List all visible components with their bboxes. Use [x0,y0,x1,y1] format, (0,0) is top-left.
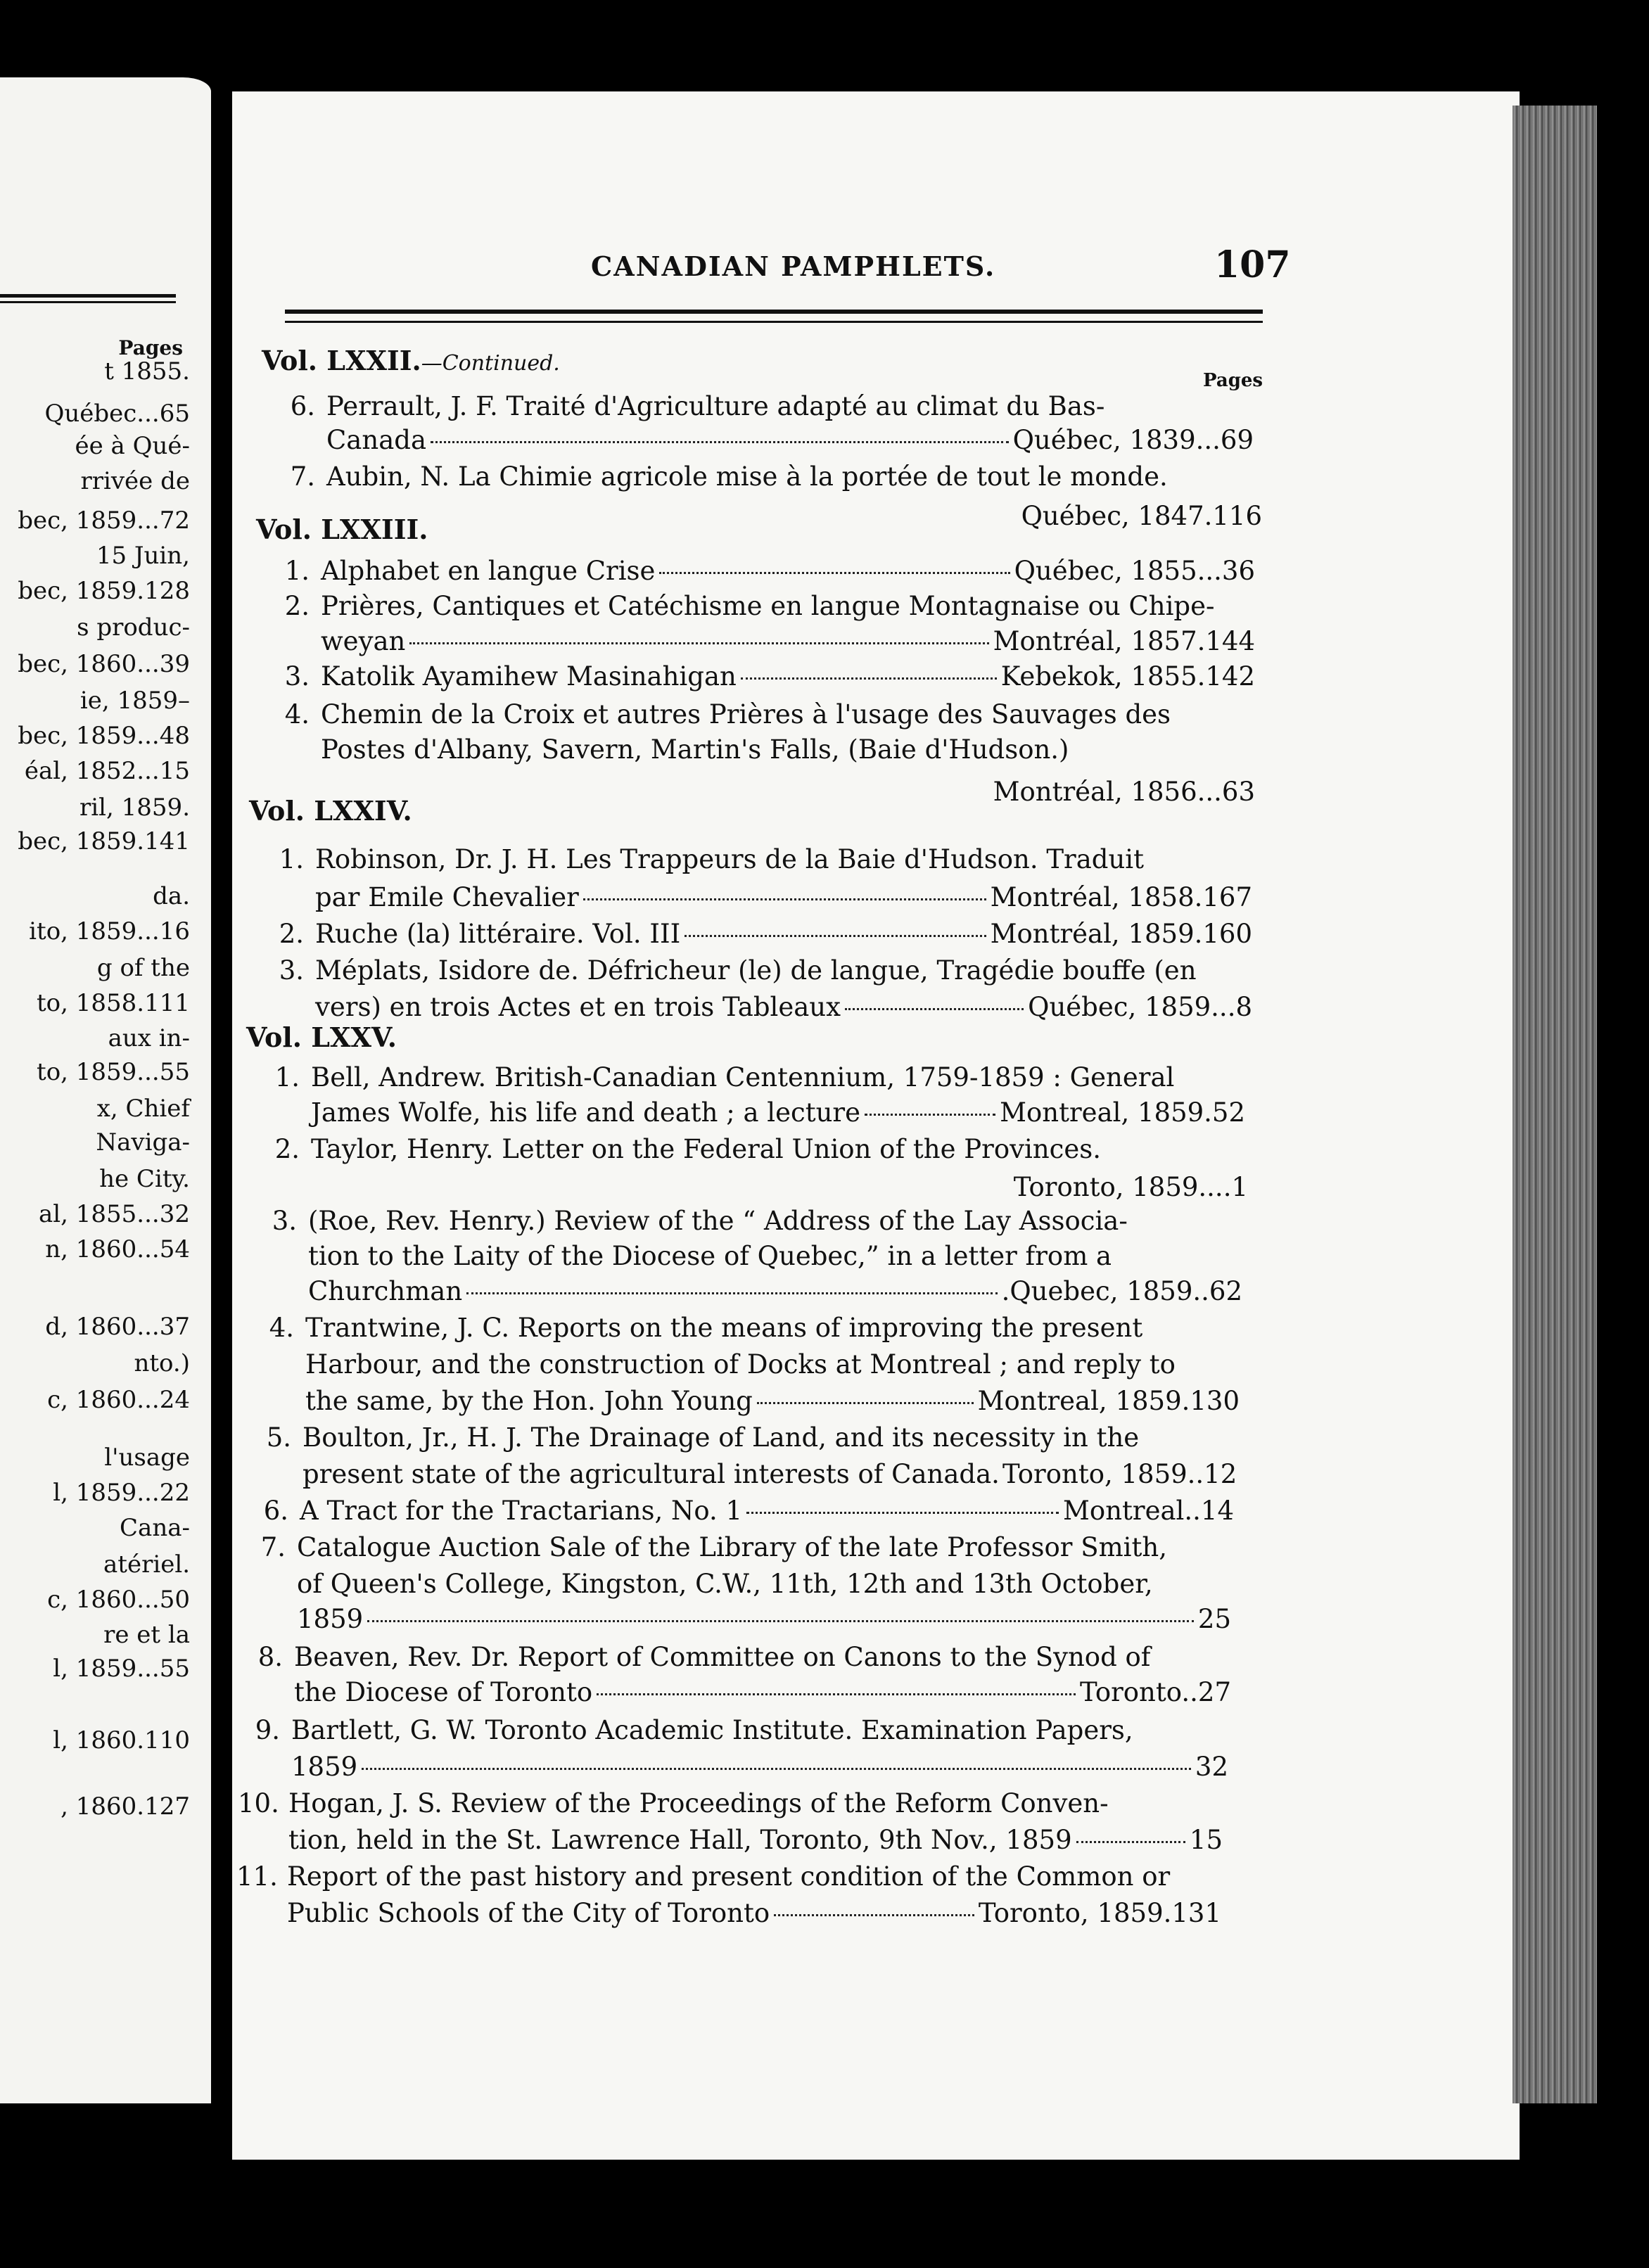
left-page-line: nto.) [134,1349,190,1377]
volume-heading: Vol. LXXV. [246,1021,397,1053]
left-page-line: n, 1860...54 [45,1235,190,1263]
entry-line: Churchman .Quebec, 1859..62 [308,1276,1242,1306]
entry-publication: Montréal, 1856...63 [993,777,1255,807]
header-rule [285,321,1263,323]
entry-line: 6. Perrault, J. F. Traité d'Agriculture adapté au climat du Bas- [290,391,1105,421]
entry-line: 3. Katolik Ayamihew Masinahigan Kebekok, 1855.142 [284,661,1255,692]
entry-line: weyan Montréal, 1857.144 [321,626,1255,656]
left-page-line: x, Chief [96,1095,190,1123]
entry-line: the same, by the Hon. John Young Montreal, 1859.130 [305,1386,1240,1416]
entry-line: 1859 25 [297,1604,1231,1634]
left-page-line: he City. [99,1165,190,1193]
entry-line: 6. A Tract for the Tractarians, No. 1 Montreal..14 [263,1496,1234,1526]
left-page-line: to, 1858.111 [37,989,190,1017]
left-page-line: 15 Juin, [96,542,190,570]
left-page-line: bec, 1860...39 [18,650,190,678]
entry-line: 8. Beaven, Rev. Dr. Report of Committee on Canons to the Synod of [257,1642,1151,1672]
left-page-line: éal, 1852...15 [24,757,190,785]
page-edge [1513,106,1597,2103]
entry-line: 1. Bell, Andrew. British-Canadian Centennium, 1759-1859 : General [274,1062,1175,1092]
volume-heading: Vol. LXXIV. [249,795,412,827]
entry-line: the Diocese of Toronto Toronto..27 [294,1677,1231,1707]
left-page-line: al, 1855...32 [39,1200,190,1228]
left-pages-header: Pages [118,336,183,359]
page-number: 107 [1214,243,1291,286]
left-page-line: bec, 1859...72 [18,507,190,535]
volume-heading: Vol. LXXII.—Continued. [262,345,560,376]
left-page-line: Cana- [120,1514,190,1542]
left-page-line: s produc- [77,613,190,642]
left-page-line: aux in- [108,1024,190,1052]
left-page-line: da. [153,882,190,910]
entry-line: Public Schools of the City of Toronto Toronto, 1859.131 [287,1898,1221,1928]
entry-line: 3. (Roe, Rev. Henry.) Review of the “ Address of the Lay Associa- [272,1206,1128,1236]
entry-line: 4. Chemin de la Croix et autres Prières à l'usage des Sauvages des [284,699,1171,730]
entry-line: present state of the agricultural interests of Canada. Toronto, 1859..12 [303,1459,1237,1489]
left-page-line: bec, 1859.128 [18,577,190,605]
entry-line: 1. Alphabet en langue Crise Québec, 1855...36 [284,556,1255,586]
left-page-line: re et la [103,1621,190,1649]
left-page-rule [0,294,176,298]
entry-line: tion, held in the St. Lawrence Hall, Toronto, 9th Nov., 1859 15 [288,1825,1223,1855]
left-page-rule [0,301,176,303]
left-page-line: to, 1859...55 [37,1058,190,1086]
running-title: CANADIAN PAMPHLETS. [591,250,996,282]
entry-line: 2. Taylor, Henry. Letter on the Federal Union of the Provinces. [274,1134,1102,1164]
left-page-line: t 1855. [104,357,190,386]
entry-line: 11. Report of the past history and present condition of the Common or [236,1861,1171,1892]
entry-line: tion to the Laity of the Diocese of Quebec,” in a letter from a [308,1241,1112,1271]
entry-line: vers) en trois Actes et en trois Tableaux Québec, 1859...8 [315,992,1252,1022]
left-page-line: c, 1860...50 [47,1586,190,1614]
left-page-line: l, 1859...22 [53,1479,190,1507]
left-page-line: ito, 1859...16 [29,917,190,945]
pages-header: Pages [1203,370,1263,391]
volume-heading: Vol. LXXIII. [256,514,428,545]
left-page-line: Naviga- [96,1128,190,1157]
entry-line: 1859 32 [291,1752,1228,1782]
entry-publication: Québec, 1847.116 [1021,501,1262,531]
entry-line: 5. Boulton, Jr., H. J. The Drainage of Land, and its necessity in the [266,1422,1140,1453]
left-page-line: Québec...65 [44,400,190,428]
entry-line: James Wolfe, his life and death ; a lecture Montreal, 1859.52 [311,1097,1245,1128]
left-page-line: rrivée de [80,467,190,495]
entry-line: 2. Prières, Cantiques et Catéchisme en langue Montagnaise ou Chipe- [284,591,1215,621]
entry-line: Canada Québec, 1839...69 [326,425,1254,455]
left-page-line: ée à Qué- [75,432,190,460]
entry-line: 10. Hogan, J. S. Review of the Proceedings of the Reform Conven- [238,1788,1109,1818]
left-page-line: l'usage [104,1444,190,1472]
entry-line: of Queen's College, Kingston, C.W., 11th, 12th and 13th October, [297,1569,1153,1599]
left-page-line: ril, 1859. [79,794,190,822]
left-page-line: atériel. [103,1550,190,1579]
header-rule [285,310,1263,314]
left-page-line: l, 1859...55 [53,1655,190,1683]
entry-line: 9. Bartlett, G. W. Toronto Academic Institute. Examination Papers, [255,1715,1133,1745]
entry-line: 2. Ruche (la) littéraire. Vol. III Montréal, 1859.160 [279,919,1252,949]
left-page-line: c, 1860...24 [47,1386,190,1414]
left-page [0,77,211,2103]
left-page-line: g of the [96,954,190,982]
entry-line: 4. Trantwine, J. C. Reports on the means of improving the present [269,1313,1143,1343]
entry-line: 1. Robinson, Dr. J. H. Les Trappeurs de la Baie d'Hudson. Traduit [279,844,1144,874]
left-page-line: l, 1860.110 [53,1726,190,1754]
left-page-line: d, 1860...37 [45,1313,190,1341]
left-page-line: bec, 1859.141 [18,827,190,855]
entry-line: 7. Aubin, N. La Chimie agricole mise à la portée de tout le monde. [290,461,1168,492]
entry-line: 7. Catalogue Auction Sale of the Library of the late Professor Smith, [260,1532,1167,1562]
entry-line: 3. Méplats, Isidore de. Défricheur (le) de langue, Tragédie bouffe (en [279,955,1197,986]
entry-line: par Emile Chevalier Montréal, 1858.167 [315,882,1252,912]
entry-line: Harbour, and the construction of Docks at Montreal ; and reply to [305,1349,1176,1380]
left-page-line: bec, 1859...48 [18,722,190,750]
entry-line: Postes d'Albany, Savern, Martin's Falls, (Baie d'Hudson.) [321,734,1069,765]
left-page-line: , 1860.127 [61,1792,190,1821]
entry-publication: Toronto, 1859....1 [1013,1172,1248,1202]
left-page-line: ie, 1859– [79,687,190,715]
